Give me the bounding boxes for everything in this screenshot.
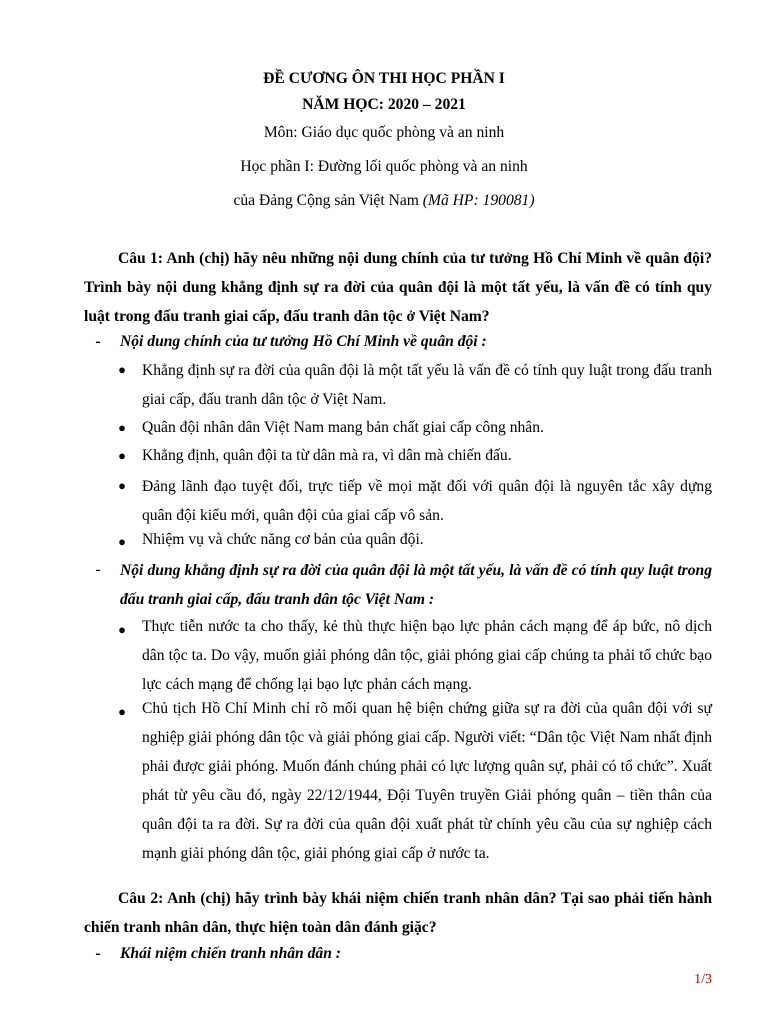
section-1-bullet-3: Khẳng định, quân đội ta từ dân mà ra, vì dân mà chiến đấu. — [142, 447, 512, 464]
bullet-icon: ● — [118, 448, 126, 463]
section-2-bullet-2: Chủ tịch Hồ Chí Minh chỉ rõ mối quan hệ biện chứng giữa sự ra đời của quân đội với sự nghiệp giải phóng dân tộc và giải phóng giai cấp. Người viết: “Dân tộc Việt Nam nhất định phải được giải phóng. Muốn đánh chúng phải có lực lượng quân sự, phải có tổ chức”. Xuất phát từ yêu cầu đó, ngày 22/12/1944, Đội Tuyên truyền Giải phóng quân – tiền thân của quân đội ta ra đời. Sự ra đời của quân đội xuất phát từ chính yêu cầu của sự nghiệp cách mạnh giải phóng dân tộc, giải phóng giai cấp ở nước ta. — [142, 700, 712, 862]
school-year: NĂM HỌC: 2020 – 2021 — [302, 96, 466, 113]
page-number: 1/3 — [694, 972, 712, 987]
question-1: Câu 1: Anh (chị) hãy nêu những nội dung chính của tư tưởng Hồ Chí Minh về quân đội? Trình bày nội dung khẳng định sự ra đời của quân đội là một tất yếu, là vấn đề có tính quy luật trong đấu tranh giai cấp, đấu tranh dân tộc ở Việt Nam? — [84, 250, 712, 325]
bullet-icon: ● — [118, 420, 126, 435]
section-1-bullet-4: Đảng lãnh đạo tuyệt đối, trực tiếp về mọi mặt đối với quân đội là nguyên tắc xây dựng quân đội kiểu mới, quân đội của giai cấp vô sản. — [142, 478, 712, 524]
module-line-2-text: của Đảng Cộng sản Việt Nam — [233, 192, 423, 209]
subject-line: Môn: Giáo dục quốc phòng và an ninh — [263, 124, 505, 141]
bullet-icon: ● — [118, 362, 126, 377]
section-3-heading: Khái niệm chiến tranh nhân dân : — [120, 945, 341, 962]
module-line-1: Học phần I: Đường lối quốc phòng và an ninh — [240, 158, 528, 175]
section-1-dash: - — [95, 333, 101, 350]
section-1-bullet-5: Nhiệm vụ và chức năng cơ bản của quân đội. — [142, 531, 424, 548]
section-3-dash: - — [95, 945, 101, 962]
module-code: (Mã HP: 190081) — [422, 192, 535, 209]
section-1-bullet-1: Khẳng định sự ra đời của quân đội là một tất yếu là vấn đề có tính quy luật trong đấu tranh giai cấp, đấu tranh dân tộc ở Việt Nam. — [142, 362, 712, 408]
section-2-bullet-1: Thực tiễn nước ta cho thấy, kẻ thù thực hiện bạo lực phản cách mạng để áp bức, nô dịch dân tộc ta. Do vậy, muốn giải phóng dân tộc, giải phóng giai cấp chúng ta phải tổ chức bạo lực cách mạng để chống lại bạo lực phản cách mạng. — [142, 618, 712, 693]
section-1-bullet-2: Quân đội nhân dân Việt Nam mang bản chất giai cấp công nhân. — [142, 419, 544, 436]
bullet-icon: ● — [118, 622, 126, 637]
bullet-icon: ● — [118, 704, 126, 719]
bullet-icon: ● — [118, 478, 126, 493]
document-title: ĐỀ CƯƠNG ÔN THI HỌC PHẦN I — [263, 70, 505, 87]
bullet-icon: ● — [118, 534, 126, 549]
section-2-dash: - — [95, 561, 101, 578]
section-2-heading: Nội dung khẳng định sự ra đời của quân đội là một tất yếu, là vấn đề có tính quy luật trong đấu tranh giai cấp, đấu tranh dân tộc Việt Nam : — [120, 562, 712, 608]
module-line-2 — [0, 192, 768, 210]
section-1-heading: Nội dung chính của tư tưởng Hồ Chí Minh về quân đội : — [120, 333, 487, 350]
question-2: Câu 2: Anh (chị) hãy trình bày khái niệm chiến tranh nhân dân? Tại sao phải tiến hành chiến tranh nhân dân, thực hiện toàn dân đánh giặc? — [84, 890, 712, 936]
